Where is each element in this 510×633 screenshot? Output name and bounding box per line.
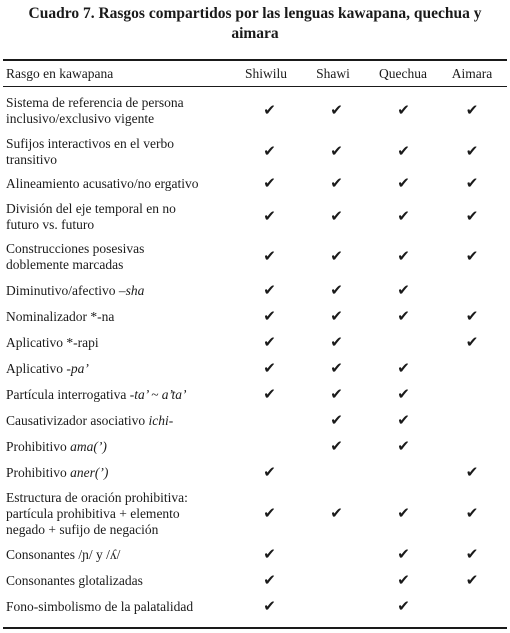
- feature-cell: [3, 171, 236, 197]
- check-icon: ✔: [397, 439, 410, 455]
- check-icon: ✔: [263, 465, 276, 481]
- feature-cell: [3, 434, 236, 460]
- mark-cell-quechua: [370, 236, 437, 278]
- feature-line: [6, 413, 236, 429]
- feature-line: transitivo: [6, 151, 57, 167]
- mark-cell-aimara: [437, 304, 507, 330]
- feature-line: [6, 387, 236, 403]
- header-aimara: Aimara: [451, 66, 493, 81]
- feature-line: negado + sufijo de negación: [6, 522, 159, 537]
- feature-line: [6, 490, 236, 506]
- mark-cell-shiwilu: [236, 434, 303, 460]
- mark-cell-shiwilu: [236, 542, 303, 568]
- feature-text: Causativizador asociativo: [6, 413, 149, 428]
- caption-line-2: aimara: [231, 25, 279, 42]
- table-row: [3, 330, 507, 356]
- check-icon: ✔: [263, 176, 276, 192]
- check-icon: ✔: [330, 387, 343, 403]
- mark-cell-aimara: [437, 486, 507, 542]
- feature-line: [6, 95, 236, 111]
- caption-line-1: Cuadro 7. Rasgos compartidos por las lenguas kawapana, quechua y: [28, 5, 482, 22]
- mark-cell-aimara: [437, 542, 507, 568]
- mark-cell-quechua: [370, 486, 437, 542]
- feature-text: Diminutivo/afectivo: [6, 283, 119, 298]
- mark-cell-aimara: [437, 197, 507, 236]
- mark-cell-aimara: [437, 568, 507, 594]
- table-row: [3, 236, 507, 278]
- check-icon: ✔: [465, 176, 479, 192]
- table-row: [3, 568, 507, 594]
- mark-cell-shawi: [303, 278, 370, 304]
- mark-cell-shiwilu: [236, 304, 303, 330]
- feature-text: Aplicativo: [6, 361, 67, 376]
- header-feature: Rasgo en kawapana: [6, 66, 114, 81]
- feature-line: partícula prohibitiva + elemento: [6, 506, 180, 521]
- feature-cell: [3, 304, 236, 330]
- mark-cell-shiwilu: [236, 90, 303, 132]
- check-icon: ✔: [263, 309, 276, 325]
- check-icon: ✔: [330, 413, 343, 429]
- mark-cell-shiwilu: [236, 197, 303, 236]
- mark-cell-shawi: [303, 236, 370, 278]
- feature-morpheme: -pa’: [66, 361, 89, 376]
- feature-cell: [3, 568, 236, 594]
- feature-line: [6, 241, 236, 257]
- table-row: [3, 542, 507, 568]
- header-quechua: Quechua: [379, 66, 427, 81]
- features-table: [3, 90, 507, 620]
- feature-text: Consonantes /ɲ/ y /ʎ/: [6, 547, 121, 562]
- check-icon: ✔: [465, 506, 479, 522]
- check-icon: ✔: [263, 249, 276, 265]
- mark-cell-quechua: [370, 568, 437, 594]
- mark-cell-quechua: [370, 408, 437, 434]
- feature-line: doblemente marcadas: [6, 257, 124, 272]
- check-icon: ✔: [465, 547, 479, 563]
- feature-cell: [3, 460, 236, 486]
- mark-cell-quechua: [370, 304, 437, 330]
- check-icon: ✔: [397, 361, 410, 377]
- check-icon: ✔: [263, 208, 276, 225]
- check-icon: ✔: [397, 143, 410, 160]
- mark-cell-quechua: [370, 90, 437, 132]
- mark-cell-quechua: [370, 356, 437, 382]
- check-icon: ✔: [263, 506, 276, 522]
- mark-cell-aimara: [437, 382, 507, 408]
- mark-cell-shiwilu: [236, 486, 303, 542]
- check-icon: ✔: [330, 335, 343, 351]
- check-icon: ✔: [397, 309, 410, 325]
- table-row: [3, 486, 507, 542]
- check-icon: ✔: [330, 506, 343, 522]
- check-icon: ✔: [465, 465, 479, 481]
- mark-cell-shiwilu: [236, 356, 303, 382]
- mark-cell-quechua: [370, 132, 437, 171]
- check-icon: ✔: [397, 599, 410, 615]
- check-icon: ✔: [397, 176, 410, 192]
- table-row: [3, 594, 507, 620]
- check-icon: ✔: [263, 143, 276, 160]
- check-icon: ✔: [330, 103, 343, 119]
- check-icon: ✔: [330, 309, 343, 325]
- header-shawi: Shawi: [316, 66, 350, 81]
- mark-cell-shawi: [303, 408, 370, 434]
- check-icon: ✔: [263, 335, 276, 351]
- mark-cell-quechua: [370, 197, 437, 236]
- table-row: [3, 408, 507, 434]
- mark-cell-shiwilu: [236, 236, 303, 278]
- check-icon: ✔: [397, 387, 410, 403]
- mark-cell-shawi: [303, 356, 370, 382]
- feature-text: Partícula interrogativa: [6, 387, 130, 402]
- check-icon: ✔: [397, 413, 410, 429]
- feature-morpheme: ichi-: [148, 413, 174, 428]
- check-icon: ✔: [465, 143, 479, 160]
- check-icon: ✔: [465, 208, 479, 225]
- feature-cell: [3, 408, 236, 434]
- check-icon: ✔: [397, 547, 410, 563]
- check-icon: ✔: [263, 103, 276, 119]
- top-rule: [3, 59, 507, 61]
- feature-text: Estructura de oración prohibitiva:: [6, 490, 188, 505]
- feature-line: [6, 547, 236, 563]
- mark-cell-shawi: [303, 382, 370, 408]
- mark-cell-quechua: [370, 171, 437, 197]
- feature-text: Prohibitivo: [6, 439, 71, 454]
- check-icon: ✔: [330, 249, 343, 265]
- feature-line: inclusivo/exclusivo vigente: [6, 111, 155, 126]
- features-table-body: [3, 90, 507, 620]
- feature-text: División del eje temporal en no: [6, 200, 176, 216]
- check-icon: ✔: [397, 506, 410, 522]
- feature-cell: [3, 382, 236, 408]
- feature-cell: [3, 594, 236, 620]
- bottom-rule: [3, 627, 507, 629]
- feature-line: [6, 335, 236, 351]
- mark-cell-shawi: [303, 171, 370, 197]
- feature-text: Sufijos interactivos en el verbo: [6, 135, 174, 151]
- mark-cell-quechua: [370, 434, 437, 460]
- mark-cell-shiwilu: [236, 382, 303, 408]
- mark-cell-shawi: [303, 460, 370, 486]
- table-caption: [0, 4, 510, 44]
- feature-text: Aplicativo *-rapi: [6, 335, 99, 350]
- mark-cell-quechua: [370, 460, 437, 486]
- mark-cell-aimara: [437, 594, 507, 620]
- check-icon: ✔: [465, 249, 479, 265]
- feature-morpheme: ama(’): [70, 439, 107, 454]
- feature-line: [6, 176, 236, 192]
- feature-cell: [3, 197, 236, 236]
- check-icon: ✔: [397, 103, 410, 119]
- mark-cell-shawi: [303, 594, 370, 620]
- table-row: [3, 382, 507, 408]
- mark-cell-aimara: [437, 90, 507, 132]
- check-icon: ✔: [397, 283, 410, 299]
- check-icon: ✔: [263, 283, 276, 299]
- mark-cell-shiwilu: [236, 330, 303, 356]
- feature-cell: [3, 542, 236, 568]
- check-icon: ✔: [465, 309, 479, 325]
- feature-line: [6, 599, 236, 615]
- check-icon: ✔: [330, 208, 343, 225]
- check-icon: ✔: [263, 387, 276, 403]
- feature-cell: [3, 90, 236, 132]
- mark-cell-shiwilu: [236, 408, 303, 434]
- mark-cell-aimara: [437, 171, 507, 197]
- feature-line: [6, 465, 236, 481]
- mark-cell-shiwilu: [236, 460, 303, 486]
- mark-cell-shawi: [303, 197, 370, 236]
- mark-cell-shiwilu: [236, 132, 303, 171]
- feature-line: [6, 439, 236, 455]
- check-icon: ✔: [465, 103, 479, 119]
- check-icon: ✔: [397, 573, 410, 589]
- feature-cell: [3, 330, 236, 356]
- table-row: [3, 434, 507, 460]
- mark-cell-shiwilu: [236, 568, 303, 594]
- check-icon: ✔: [330, 176, 343, 192]
- table-row: [3, 278, 507, 304]
- table-row: [3, 171, 507, 197]
- mark-cell-shiwilu: [236, 278, 303, 304]
- check-icon: ✔: [263, 547, 276, 563]
- mark-cell-shawi: [303, 90, 370, 132]
- mark-cell-quechua: [370, 382, 437, 408]
- feature-line: [6, 309, 236, 325]
- header-shiwilu: Shiwilu: [244, 66, 287, 81]
- mark-cell-shawi: [303, 330, 370, 356]
- mark-cell-shawi: [303, 568, 370, 594]
- feature-text: Nominalizador *-na: [6, 309, 115, 324]
- check-icon: ✔: [263, 599, 276, 615]
- feature-cell: [3, 486, 236, 542]
- feature-morpheme: -ta’ ~ a’ta’: [129, 387, 187, 402]
- feature-line: futuro vs. futuro: [6, 216, 95, 232]
- mark-cell-aimara: [437, 356, 507, 382]
- feature-morpheme: aner(’): [70, 465, 109, 480]
- feature-morpheme: –sha: [118, 283, 145, 298]
- mark-cell-aimara: [437, 434, 507, 460]
- mark-cell-shawi: [303, 542, 370, 568]
- mark-cell-aimara: [437, 132, 507, 171]
- table-row: [3, 90, 507, 132]
- feature-line: [6, 201, 236, 217]
- check-icon: ✔: [330, 283, 343, 299]
- mark-cell-shawi: [303, 304, 370, 330]
- mark-cell-aimara: [437, 408, 507, 434]
- check-icon: ✔: [330, 439, 343, 455]
- check-icon: ✔: [465, 573, 479, 589]
- check-icon: ✔: [397, 249, 410, 265]
- feature-line: [6, 283, 236, 299]
- mark-cell-quechua: [370, 594, 437, 620]
- feature-cell: [3, 278, 236, 304]
- mark-cell-shawi: [303, 486, 370, 542]
- feature-text: Prohibitivo: [6, 465, 71, 480]
- table-row: [3, 460, 507, 486]
- mark-cell-aimara: [437, 236, 507, 278]
- table-row: [3, 197, 507, 236]
- mark-cell-aimara: [437, 330, 507, 356]
- check-icon: ✔: [263, 361, 276, 377]
- feature-text: Construcciones posesivas: [6, 241, 145, 256]
- feature-cell: [3, 132, 236, 171]
- feature-cell: [3, 356, 236, 382]
- feature-text: Consonantes glotalizadas: [6, 573, 143, 588]
- feature-text: Fono-simbolismo de la palatalidad: [6, 599, 194, 614]
- check-icon: ✔: [330, 143, 343, 160]
- feature-line: [6, 136, 236, 152]
- mark-cell-quechua: [370, 542, 437, 568]
- table-row: [3, 304, 507, 330]
- check-icon: ✔: [465, 335, 479, 351]
- mark-cell-quechua: [370, 278, 437, 304]
- check-icon: ✔: [397, 208, 410, 225]
- mark-cell-aimara: [437, 460, 507, 486]
- table-row: [3, 132, 507, 171]
- mark-cell-shawi: [303, 434, 370, 460]
- feature-text: Alineamiento acusativo/no ergativo: [6, 176, 199, 191]
- check-icon: ✔: [330, 361, 343, 377]
- feature-line: [6, 361, 236, 377]
- table-row: [3, 356, 507, 382]
- mark-cell-shiwilu: [236, 594, 303, 620]
- feature-text: Sistema de referencia de persona: [6, 95, 184, 110]
- mark-cell-aimara: [437, 278, 507, 304]
- mark-cell-shiwilu: [236, 171, 303, 197]
- mark-cell-shawi: [303, 132, 370, 171]
- feature-cell: [3, 236, 236, 278]
- header-rule: [3, 86, 507, 87]
- check-icon: ✔: [263, 573, 276, 589]
- mark-cell-quechua: [370, 330, 437, 356]
- feature-line: [6, 573, 236, 589]
